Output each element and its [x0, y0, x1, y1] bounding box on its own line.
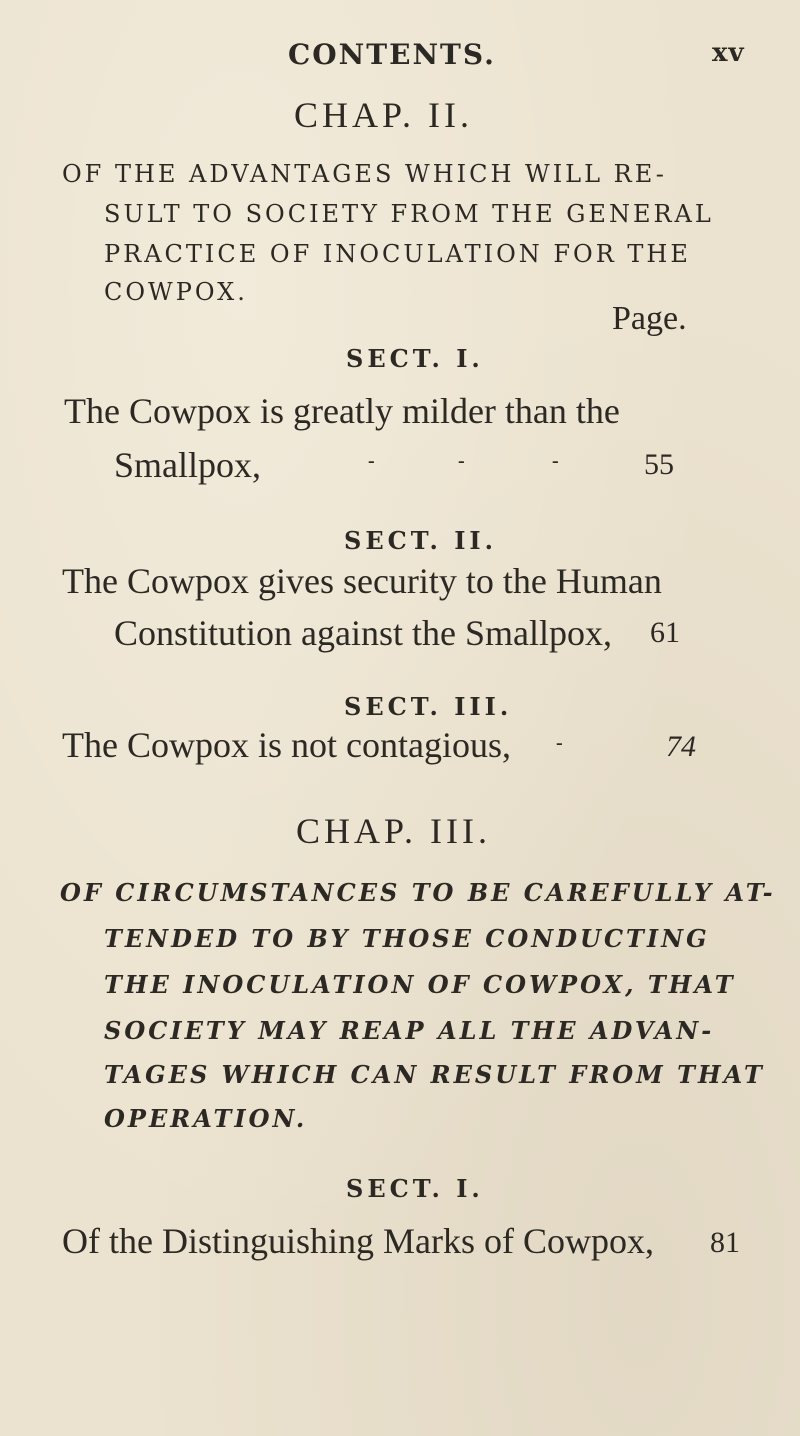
chapter-2-subtitle-line: SULT TO SOCIETY FROM THE GENERAL [104, 200, 714, 228]
page-reference: 81 [710, 1226, 740, 1259]
chapter-3-title: CHAP. III. [296, 811, 492, 851]
page-column-label: Page. [612, 300, 687, 337]
chapter-3-subtitle-line: SOCIETY MAY REAP ALL THE ADVAN- [104, 1016, 715, 1045]
contents-entry-line: Of the Distinguishing Marks of Cowpox, [62, 1221, 654, 1261]
page-number: xv [712, 38, 745, 68]
chapter-3-subtitle-line: THE INOCULATION OF COWPOX, THAT [104, 970, 736, 999]
page-reference: 61 [650, 616, 680, 649]
section-heading: SECT. III. [344, 692, 513, 721]
running-head: CONTENTS. [288, 38, 496, 71]
dot-leader: - [552, 450, 559, 472]
contents-entry-line: The Cowpox gives security to the Human [62, 561, 662, 601]
chapter-3-subtitle-line: OPERATION. [104, 1104, 308, 1133]
contents-entry-line: The Cowpox is greatly milder than the [64, 391, 620, 431]
dot-leader: - [556, 732, 563, 754]
dot-leader: - [458, 450, 465, 472]
section-heading: SECT. I. [346, 344, 484, 373]
contents-entry-line: Constitution against the Smallpox, [114, 613, 612, 653]
dot-leader: - [368, 450, 375, 472]
contents-entry-line: Smallpox, [114, 445, 262, 485]
contents-entry-line: The Cowpox is not contagious, [62, 725, 511, 765]
chapter-2-subtitle-line: PRACTICE OF INOCULATION FOR THE [104, 240, 691, 268]
section-heading: SECT. II. [344, 526, 498, 555]
page-reference: 55 [644, 448, 674, 481]
chapter-3-subtitle-line: TAGES WHICH CAN RESULT FROM THAT [104, 1060, 765, 1089]
chapter-2-title: CHAP. II. [294, 95, 474, 135]
chapter-3-subtitle-line: OF CIRCUMSTANCES TO BE CAREFULLY AT- [60, 878, 776, 907]
chapter-2-subtitle-line: OF THE ADVANTAGES WHICH WILL RE- [62, 160, 667, 188]
chapter-2-subtitle-line: COWPOX. [104, 278, 248, 306]
chapter-3-subtitle-line: TENDED TO BY THOSE CONDUCTING [104, 924, 710, 953]
section-heading: SECT. I. [346, 1174, 484, 1203]
page-reference: 74 [666, 730, 696, 763]
